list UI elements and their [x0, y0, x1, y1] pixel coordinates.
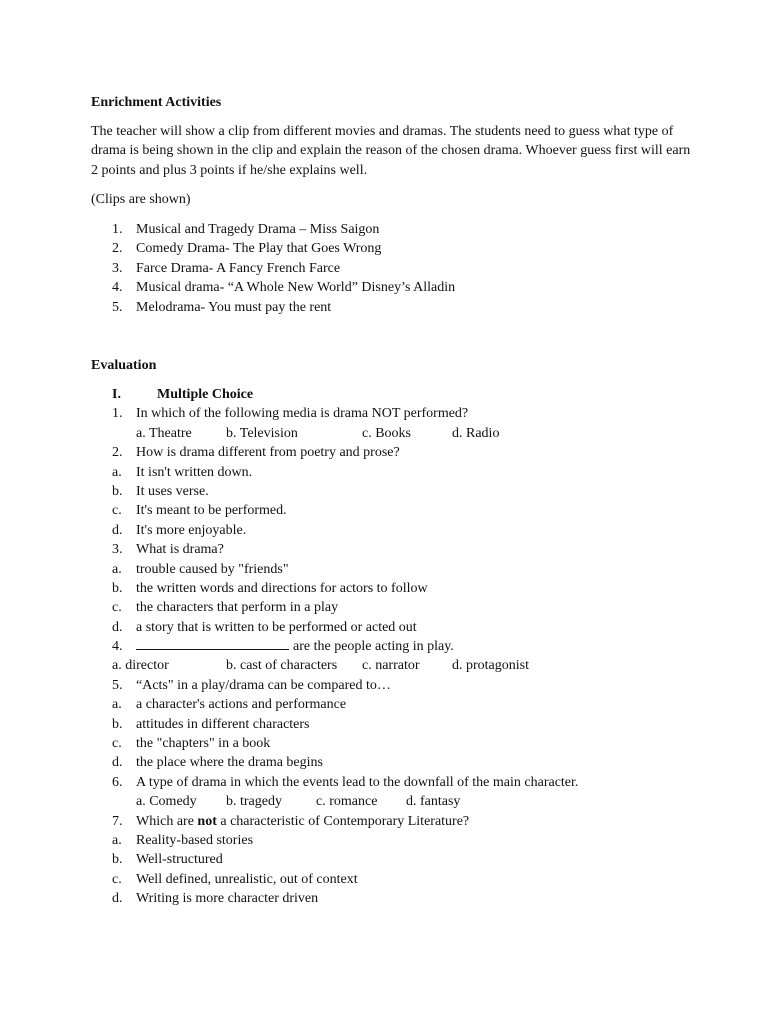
choice: d. the place where the drama begins — [112, 755, 323, 771]
clips-note: (Clips are shown) — [91, 192, 191, 207]
option: b. cast of characters — [226, 658, 338, 674]
answer-blank — [136, 637, 289, 650]
choice: b. Well-structured — [112, 852, 223, 868]
choice: a. a character's actions and performance — [112, 697, 347, 713]
enrichment-paragraph: The teacher will show a clip from different movies and dramas. The students need to guess what type of drama is being shown in the clip and explain the reason of the chosen drama. Whoever guess first will earn 2 points and plus 3 points if he/she explains well. — [91, 124, 691, 178]
choice: a. trouble caused by "friends" — [112, 561, 289, 577]
choice: d. It's more enjoyable. — [112, 522, 247, 538]
option: c. narrator — [362, 658, 420, 674]
question: 2. How is drama different from poetry and prose? — [112, 445, 400, 461]
option: a. director — [112, 658, 169, 674]
option: c. Books — [362, 425, 411, 441]
choice: c. the characters that perform in a play — [112, 600, 339, 616]
list-item: 5. Melodrama- You must pay the rent — [112, 299, 332, 315]
list-item: 1. Musical and Tragedy Drama – Miss Saigon — [112, 222, 380, 237]
question: 6. A type of drama in which the events lead to the downfall of the main character. — [112, 774, 579, 790]
list-item: 3. Farce Drama- A Fancy French Farce — [112, 260, 341, 276]
list-item: 2. Comedy Drama- The Play that Goes Wrong — [112, 241, 382, 257]
inline-options — [112, 656, 578, 675]
option: d. fantasy — [406, 794, 461, 810]
question: 7. Which are not a characteristic of Contemporary Literature? — [112, 813, 470, 829]
choice: d. a story that is written to be performed or acted out — [112, 619, 417, 635]
choice: b. the written words and directions for actors to follow — [112, 580, 428, 596]
question: 1. In which of the following media is drama NOT performed? — [112, 406, 469, 422]
choice: c. the "chapters" in a book — [112, 736, 271, 752]
evaluation-heading: Evaluation — [91, 358, 157, 373]
option: b. Television — [226, 425, 298, 441]
option: d. protagonist — [452, 658, 529, 674]
option: d. Radio — [452, 425, 500, 441]
inline-options — [112, 424, 578, 443]
option: b. tragedy — [226, 794, 282, 810]
list-item: 4. Musical drama- “A Whole New World” Disney’s Alladin — [112, 280, 456, 296]
choice: c. It's meant to be performed. — [112, 503, 287, 519]
option: c. romance — [316, 794, 378, 810]
clips-list — [112, 220, 455, 317]
choice: a. It isn't written down. — [112, 464, 253, 480]
choice: d. Writing is more character driven — [112, 891, 319, 907]
enrichment-heading: Enrichment Activities — [91, 95, 222, 110]
question: 3. What is drama? — [112, 542, 224, 558]
question: 4. are the people acting in play. — [112, 639, 454, 655]
section-title: I. Multiple Choice — [112, 387, 254, 402]
choice: c. Well defined, unrealistic, out of context — [112, 871, 358, 887]
choice: b. attitudes in different characters — [112, 716, 310, 732]
quiz — [112, 385, 578, 909]
choice: b. It uses verse. — [112, 483, 209, 499]
inline-options — [112, 792, 578, 811]
option: a. Theatre — [136, 425, 192, 441]
choice: a. Reality-based stories — [112, 832, 254, 848]
question: 5. “Acts" in a play/drama can be compared to… — [112, 677, 391, 693]
option: a. Comedy — [136, 794, 197, 810]
